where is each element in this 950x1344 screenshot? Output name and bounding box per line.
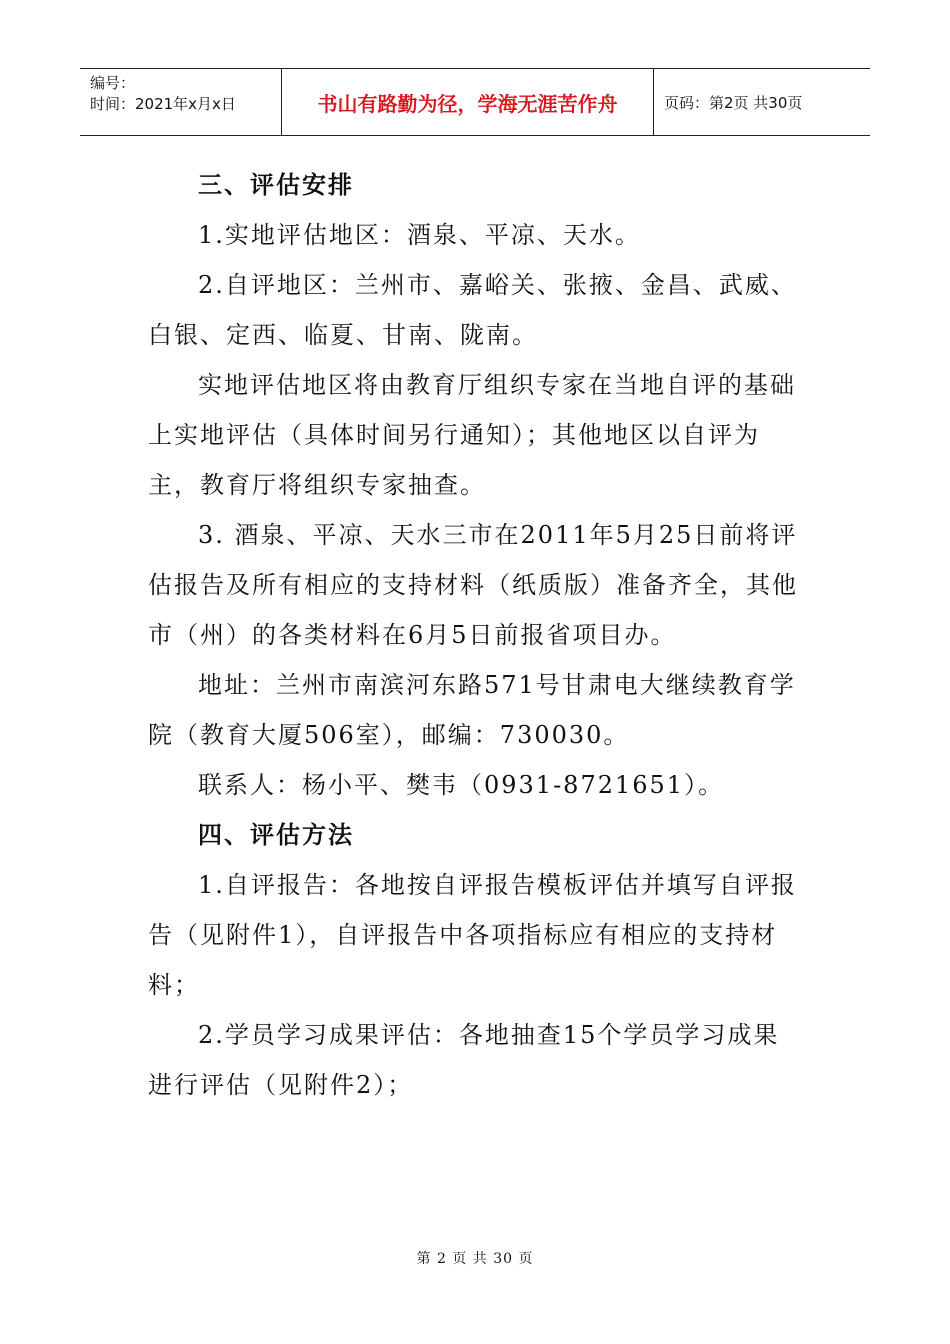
document-number-label: 编号：: [90, 74, 136, 92]
paragraph: 地址：兰州市南滨河东路571号甘肃电大继续教育学院（教育大厦506室），邮编：730030。: [148, 671, 796, 749]
section-heading-method: 四、评估方法: [198, 821, 354, 849]
section-heading-arrangement: 三、评估安排: [198, 171, 354, 199]
document-body: [148, 160, 798, 1110]
header-meta: [80, 69, 281, 135]
paragraph: 3. 酒泉、平凉、天水三市在2011年5月25日前将评估报告及所有相应的支持材料（纸质版）准备齐全，其他市（州）的各类材料在6月5日前报省项目办。: [148, 521, 798, 649]
page-footer-number: 第 2 页 共 30 页: [416, 1251, 534, 1267]
paragraph: 1.实地评估地区：酒泉、平凉、天水。: [198, 221, 641, 249]
header-page-info: 页码：第2页 共30页: [664, 93, 803, 112]
header-motto: 书山有路勤为径，学海无涯苦作舟: [281, 69, 654, 135]
document-date-label: 时间：2021年x月x日: [90, 95, 236, 113]
document-header: [80, 68, 870, 136]
paragraph: 联系人：杨小平、樊韦（0931-8721651）。: [198, 771, 725, 799]
paragraph: 实地评估地区将由教育厅组织专家在当地自评的基础上实地评估（具体时间另行通知）；其他地区以自评为主，教育厅将组织专家抽查。: [148, 371, 796, 499]
paragraph: 2.学员学习成果评估：各地抽查15个学员学习成果进行评估（见附件2）；: [148, 1021, 780, 1099]
paragraph: 2.自评地区：兰州市、嘉峪关、张掖、金昌、武威、白银、定西、临夏、甘南、陇南。: [148, 271, 797, 349]
paragraph: 1.自评报告：各地按自评报告模板评估并填写自评报告（见附件1），自评报告中各项指标应有相应的支持材料；: [148, 871, 797, 999]
